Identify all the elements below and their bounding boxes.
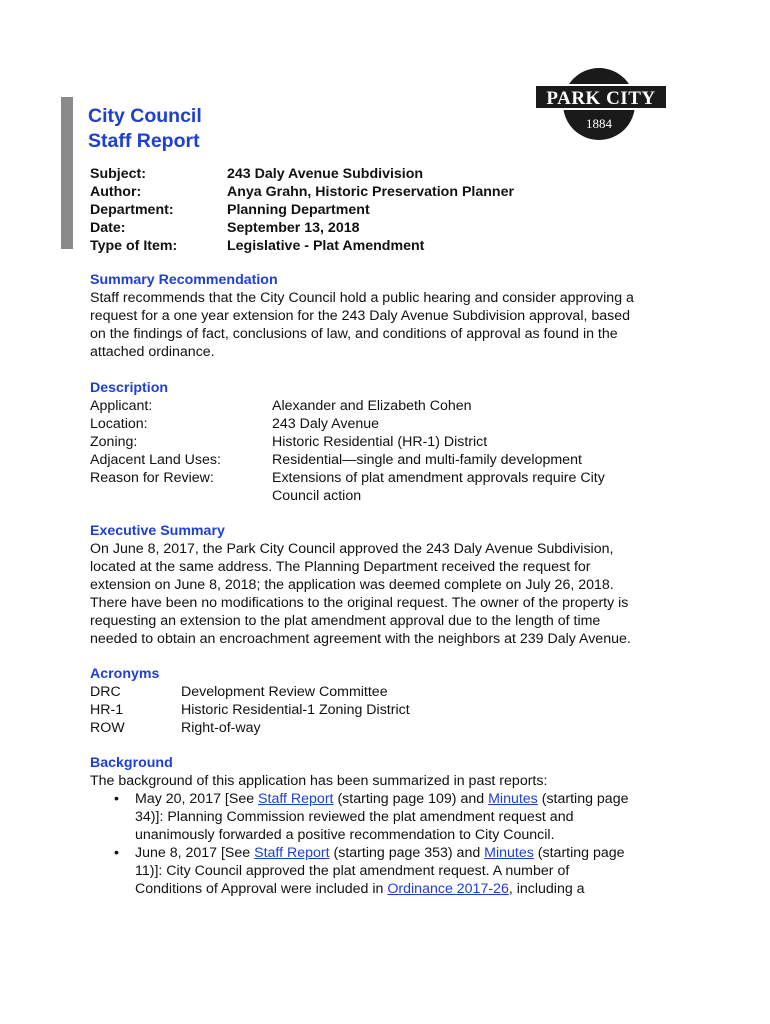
report-title: [88, 104, 202, 154]
description-row: [90, 487, 680, 505]
paragraph-line: requesting an extension to the plat amendment approval due to the length of time: [90, 613, 601, 629]
text-span: Conditions of Approval were included in: [135, 881, 388, 897]
bullet-line: [135, 844, 680, 862]
description-row: [90, 415, 680, 433]
description-row: [90, 451, 680, 469]
svg-text:1884: 1884: [586, 116, 612, 131]
acronym-abbr: ROW: [90, 720, 125, 736]
bullet-icon: •: [114, 791, 119, 807]
description-label: Location:: [90, 416, 148, 432]
title-line-city-council: City Council: [88, 105, 202, 127]
description-value: Historic Residential (HR-1) District: [272, 434, 488, 450]
meta-label: Department:: [90, 202, 174, 218]
title-line-staff-report: Staff Report: [88, 130, 200, 152]
description-label: Adjacent Land Uses:: [90, 452, 221, 468]
summary-section: [90, 271, 680, 361]
text-span: (starting page 109) and: [333, 791, 489, 807]
description-value: Extensions of plat amendment approvals require City: [272, 470, 605, 486]
meta-value: Planning Department: [227, 202, 370, 218]
paragraph-line: There have been no modifications to the original request. The owner of the property is: [90, 595, 629, 611]
meta-label: Subject:: [90, 166, 146, 182]
minutes-link[interactable]: Minutes: [488, 791, 538, 807]
ordinance-link[interactable]: Ordinance 2017-26: [387, 881, 509, 897]
acronym-row: [90, 701, 680, 719]
paragraph-line: On June 8, 2017, the Park City Council approved the 243 Daly Avenue Subdivision,: [90, 541, 614, 557]
text-span: , including a: [508, 881, 585, 897]
description-value: 243 Daly Avenue: [272, 416, 380, 432]
meta-value: September 13, 2018: [227, 220, 360, 236]
staff-report-link[interactable]: Staff Report: [258, 791, 334, 807]
paragraph-line: Staff recommends that the City Council hold a public hearing and consider approving a: [90, 290, 634, 306]
description-label: Reason for Review:: [90, 470, 214, 486]
text-span: (starting page: [537, 791, 629, 807]
meta-value: 243 Daly Avenue Subdivision: [227, 166, 424, 182]
description-section: [90, 379, 680, 505]
paragraph-line: The background of this application has been summarized in past reports:: [90, 773, 548, 789]
executive-summary-section: [90, 522, 680, 648]
paragraph-line: extension on June 8, 2018; the application was deemed complete on July 26, 2018.: [90, 577, 614, 593]
description-row: [90, 433, 680, 451]
acronym-abbr: HR-1: [90, 702, 124, 718]
background-bullet-item: [90, 844, 680, 898]
background-bullet-item: [90, 790, 680, 844]
acronym-meaning: Historic Residential-1 Zoning District: [181, 702, 410, 718]
paragraph-line: located at the same address. The Planning Department received the request for: [90, 559, 591, 575]
park-city-logo: [533, 66, 669, 146]
acronym-meaning: Development Review Committee: [181, 684, 388, 700]
acronym-meaning: Right-of-way: [181, 720, 261, 736]
text-span: (starting page: [533, 845, 625, 861]
paragraph-line: attached ordinance.: [90, 344, 215, 360]
meta-label: Author:: [90, 184, 142, 200]
section-heading: Summary Recommendation: [90, 272, 278, 288]
paragraph-line: on the findings of fact, conclusions of law, and conditions of approval as found in the: [90, 326, 618, 342]
description-row: [90, 469, 680, 487]
paragraph-line: request for a one year extension for the 243 Daly Avenue Subdivision approval, based: [90, 308, 631, 324]
background-bullet-list: [90, 790, 680, 898]
description-value: Council action: [272, 488, 362, 504]
paragraph-line: needed to obtain an encroachment agreement with the neighbors at 239 Daly Avenue.: [90, 631, 631, 647]
text-span: (starting page 353) and: [329, 845, 485, 861]
bullet-line: [135, 790, 680, 808]
acronyms-section: [90, 665, 680, 737]
section-heading: Acronyms: [90, 666, 160, 682]
background-section: [90, 754, 680, 898]
description-value: Residential—single and multi-family development: [272, 452, 582, 468]
text-span: June 8, 2017 [See: [135, 845, 255, 861]
bullet-line: [135, 880, 680, 898]
header-accent-bar: [61, 97, 73, 249]
svg-text:PARK CITY: PARK CITY: [546, 88, 656, 109]
minutes-link[interactable]: Minutes: [484, 845, 534, 861]
bullet-icon: •: [114, 845, 119, 861]
description-value: Alexander and Elizabeth Cohen: [272, 398, 472, 414]
meta-value: Anya Grahn, Historic Preservation Planner: [227, 184, 514, 200]
text-span: May 20, 2017 [See: [135, 791, 259, 807]
description-label: Applicant:: [90, 398, 153, 414]
description-row: [90, 397, 680, 415]
meta-label: Type of Item:: [90, 238, 178, 254]
acronym-row: [90, 719, 680, 737]
bullet-line: 11)]: City Council approved the plat amendment request. A number of: [135, 863, 570, 879]
section-heading: Description: [90, 380, 169, 396]
meta-label: Date:: [90, 220, 126, 236]
acronym-abbr: DRC: [90, 684, 121, 700]
section-heading: Executive Summary: [90, 523, 225, 539]
bullet-line: unanimously forwarded a positive recommendation to City Council.: [135, 827, 555, 843]
bullet-line: 34)]: Planning Commission reviewed the plat amendment request and: [135, 809, 574, 825]
staff-report-link[interactable]: Staff Report: [254, 845, 330, 861]
description-label: Zoning:: [90, 434, 138, 450]
section-heading: Background: [90, 755, 173, 771]
meta-value: Legislative - Plat Amendment: [227, 238, 425, 254]
acronym-row: [90, 683, 680, 701]
